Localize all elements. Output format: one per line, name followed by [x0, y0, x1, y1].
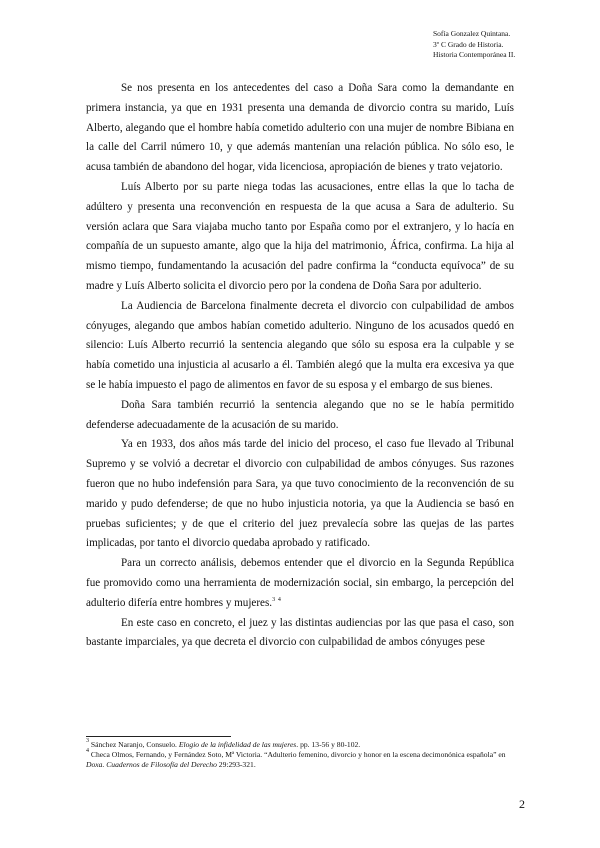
paragraph: Doña Sara también recurrió la sentencia alegando que no se le había permitido defenderse adecuadamente de la acusación de su marido. — [86, 398, 514, 431]
footnote-tail: 29:293-321. — [216, 760, 256, 770]
page-number: 2 — [519, 797, 525, 811]
footnote-separator — [86, 736, 231, 737]
paragraph-text: Para un correcto análisis, debemos entender que el divorcio en la Segunda República fue promovido como una herramienta de modernización social, sin embargo, la percepción del adulterio difería entre hombres y mujeres. — [86, 557, 514, 609]
document-header — [433, 29, 593, 61]
footnote — [86, 750, 516, 770]
footnote-text: Sánchez Naranjo, Consuelo. — [90, 740, 177, 749]
paragraph: Ya en 1933, dos años más tarde del inicio del proceso, el caso fue llevado al Tribunal Supremo y se volvió a decretar el divorcio con culpabilidad de ambos cónyuges. Sus razones fueron que no hubo indefensión para Sara, ya que tuvo conocimiento de la reconvención de su marido y pudo defenderse; de que no hubo injusticia notoria, ya que la Audiencia se basó en pruebas suficientes; y de que el criterio del juez prevalecía sobre las quejas de las partes implicadas, por tanto el divorcio quedaba aprobado y ratificado. — [86, 438, 514, 550]
footnote-text: Checa Olmos, Fernando, y Fernández Soto, Mª Victoria. “Adulterio femenino, divorcio y honor en la escena decimonónica española” en — [90, 750, 506, 760]
paragraph-with-footnotes — [86, 554, 514, 613]
header-subject: Historia Contemporánea II. — [433, 50, 516, 59]
paragraph: Luís Alberto por su parte niega todas las acusaciones, entre ellas la que lo tacha de adúltero y presenta una reconvención en respuesta de la que acusa a Sara de adulterio. Su versión aclara que Sara viajaba mucho tanto por España como por el extranjero, y lo hacía en compañía de un supuesto amante, algo que la hija del matrimonio, África, confirma. La hija al mismo tiempo, fundamentando la acusación del padre confirma la “conducta equívoca” de su madre y Luís Alberto solicita el divorcio pero por la condena de Doña Sara por adulterio. — [86, 180, 514, 292]
document-body — [86, 79, 514, 653]
paragraph: Se nos presenta en los antecedentes del caso a Doña Sara como la demandante en primera instancia, ya que en 1931 presenta una demanda de divorcio contra su marido, Luís Alberto, alegando que el hombre había cometido adulterio con una mujer de nombre Bibiana en la calle del Carril número 10, y que además mantenían una relación pública. No sólo eso, le acusa también de abandono del hogar, vida licenciosa, apropiación de bienes y trato vejatorio. — [86, 82, 514, 174]
footnote-tail: . pp. 13-56 y 80-102. — [296, 740, 361, 749]
footnote-number: 3 — [86, 738, 89, 744]
footnote-ref: 3 — [272, 596, 276, 603]
footnote-number: 4 — [86, 748, 89, 755]
footnote — [86, 740, 516, 750]
footnote-ref: 4 — [277, 596, 281, 603]
footnote-title: Elogio de la infidelidad de las mujeres — [178, 740, 297, 749]
header-author: Sofía Gonzalez Quintana. — [433, 29, 511, 38]
paragraph: La Audiencia de Barcelona finalmente decreta el divorcio con culpabilidad de ambos cónyuges, alegando que ambos habían cometido adulterio. Ninguno de los acusados quedó en silencio: Luís Alberto recurrió la sentencia alegando que sólo su esposa era la culpable y se había cometido una injusticia al acusarlo a él. También alegó que la multa era excesiva ya que se le había impuesto el pago de alimentos en favor de su esposa y el embargo de sus bienes. — [86, 299, 514, 391]
footnotes — [86, 740, 516, 771]
paragraph: En este caso en concreto, el juez y las distintas audiencias por las que pasa el caso, son bastante imparciales, ya que decreta el divorcio con culpabilidad de ambos cónyuges pese — [86, 616, 514, 649]
header-course: 3º C Grado de Historia. — [433, 39, 504, 49]
footnote-title: Doxa. Cuadernos de Filosofía del Derecho — [86, 760, 217, 770]
